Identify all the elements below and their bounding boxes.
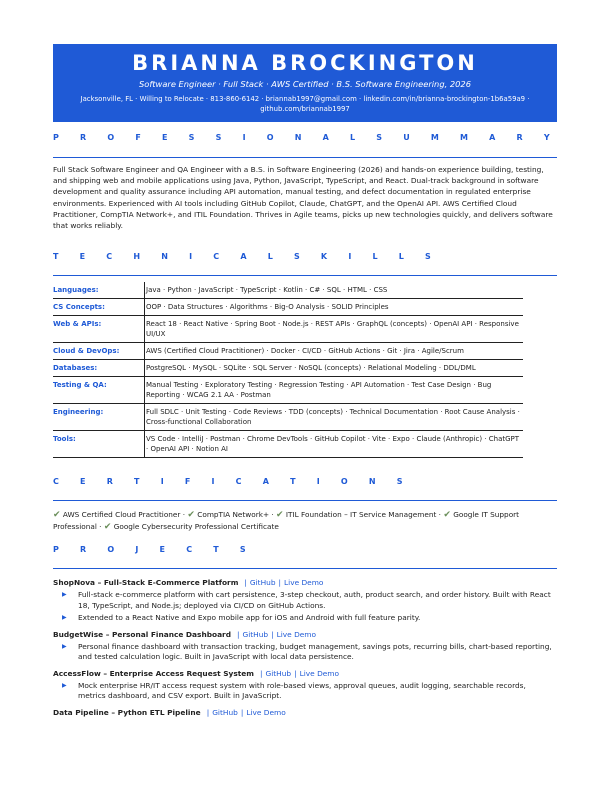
project-bullet [53, 613, 553, 624]
certification-item: AWS Certified Cloud Practitioner [60, 510, 181, 519]
skills-divider [53, 275, 557, 276]
certification-item: CompTIA Network+ [194, 510, 270, 519]
skill-row [53, 282, 523, 299]
github-link[interactable]: GitHub [265, 668, 292, 678]
bullet-text: Mock enterprise HR/IT access request system with role-based views, approval queues, audit logging, searchable records, metrics dashboard, and CSV export. Built in JavaScript. [78, 680, 526, 700]
skill-label: Testing & QA: [53, 381, 107, 389]
project-header [53, 577, 553, 588]
cert-separator: · [180, 510, 188, 519]
certs-section-title: C E R T I F I C A T I O N S [53, 477, 412, 486]
project-header [53, 629, 553, 640]
project-item [53, 629, 553, 663]
skills-table [53, 282, 523, 458]
skill-label: Web & APIs: [53, 320, 102, 328]
project-item [53, 577, 553, 624]
skill-value: Java · Python · JavaScript · TypeScript · Kotlin · C# · SQL · HTML · CSS [144, 282, 523, 298]
skills-section-title: T E C H N I C A L S K I L L S [53, 252, 441, 261]
skill-row [53, 404, 523, 431]
triangle-bullet-icon: ▶ [62, 681, 67, 689]
project-title: BudgetWise – Personal Finance Dashboard [53, 629, 231, 639]
cert-separator: · [96, 522, 104, 531]
skill-value: AWS (Certified Cloud Practitioner) · Docker · CI/CD · GitHub Actions · Git · Jira · Agile/Scrum [144, 343, 523, 359]
project-bullets [53, 681, 553, 702]
projects-list [53, 577, 553, 723]
skill-row [53, 360, 523, 377]
project-bullet [53, 681, 553, 702]
bullet-text: Extended to a React Native and Expo mobile app for iOS and Android with full feature parity. [78, 613, 421, 622]
triangle-bullet-icon: ▶ [62, 642, 67, 650]
github-link[interactable]: GitHub [249, 578, 276, 587]
triangle-bullet-icon: ▶ [62, 591, 67, 598]
contact-info [53, 94, 557, 114]
cert-separator: · [269, 510, 277, 519]
project-item [53, 707, 553, 718]
bullet-text: Full-stack e-commerce platform with cart persistence, 3-step checkout, auth, product search, and order history. Built with React 18, TypeScript, and Node.js; deployed via CI/CD on GitHub Actions. [78, 590, 551, 610]
project-header [53, 668, 553, 679]
resume-header [53, 44, 557, 122]
contact-line-2[interactable]: github.com/briannab1997 [260, 105, 350, 113]
project-item [53, 668, 553, 702]
cert-separator: · [436, 510, 444, 519]
project-title: AccessFlow – Enterprise Access Request System [53, 668, 254, 678]
checkmark-icon: ✔ [276, 510, 284, 520]
skill-value: Manual Testing · Exploratory Testing · Regression Testing · API Automation · Test Case Design · Bug Reporting · WCAG 2.1 AA · Postman [144, 377, 523, 403]
summary-text: Full Stack Software Engineer and QA Engineer with a B.S. in Software Engineering (2026) and hands-on experience building, testing, and shipping web and mobile applications using Java, Python, JavaScript, TypeScript, and React. Dual-track background in software development and quality assurance including API automation, manual testing, and defect documentation in regulated enterprise environments. Experienced with AI tools including GitHub Copilot, Claude, ChatGPT, and the OpenAI API. AWS Certified Cloud Practitioner, CompTIA Network+, and ITIL Foundation. Thrives in Agile teams, picks up new technologies quickly, and delivers software that works reliably. [53, 165, 553, 231]
live-demo-link[interactable]: Live Demo [276, 629, 317, 639]
live-demo-link[interactable]: Live Demo [299, 668, 340, 678]
skill-value: VS Code · IntelliJ · Postman · Chrome DevTools · GitHub Copilot · Vite · Expo · Claude (Anthropic) · ChatGPT · OpenAI API · Notion AI [144, 431, 523, 457]
contact-line-1[interactable]: Jacksonville, FL · Willing to Relocate · 813-860-6142 · briannab1997@gmail.com · linkedin.com/in/brianna-brockington-1b6a59a9 · [80, 95, 530, 103]
link-separator: | [244, 578, 247, 587]
candidate-name: BRIANNA BROCKINGTON [132, 51, 478, 75]
skill-row [53, 431, 523, 458]
checkmark-icon: ✔ [53, 510, 61, 520]
project-title: Data Pipeline – Python ETL Pipeline [53, 707, 201, 717]
skill-value: Full SDLC · Unit Testing · Code Reviews · TDD (concepts) · Technical Documentation · Root Cause Analysis · Cross-functional Collaboration [144, 404, 523, 430]
summary-section-title: P R O F E S S I O N A L S U M M A R Y [53, 133, 559, 142]
certs-divider [53, 500, 557, 501]
checkmark-icon: ✔ [443, 510, 451, 520]
certifications-list [53, 509, 553, 533]
link-separator: | [237, 629, 240, 639]
link-separator: | [271, 629, 274, 639]
github-link[interactable]: GitHub [212, 707, 238, 717]
projects-divider [53, 568, 557, 569]
certification-item: Google Cybersecurity Professional Certificate [111, 522, 279, 531]
project-title: ShopNova – Full-Stack E-Commerce Platform [53, 578, 239, 587]
certification-item: ITIL Foundation – IT Service Management [283, 510, 437, 519]
live-demo-link[interactable]: Live Demo [284, 578, 324, 587]
project-bullet [53, 590, 553, 611]
live-demo-link[interactable]: Live Demo [246, 707, 286, 717]
link-separator: | [294, 668, 297, 678]
certification-item: Google IT Support Professional [53, 510, 520, 531]
link-separator: | [206, 707, 210, 717]
skill-label: Tools: [53, 435, 76, 443]
skill-label: Languages: [53, 286, 99, 294]
skill-row [53, 377, 523, 404]
checkmark-icon: ✔ [103, 522, 112, 532]
skill-row [53, 299, 523, 316]
skill-row [53, 316, 523, 343]
projects-section-title: P R O J E C T S [53, 545, 255, 554]
candidate-tagline: Software Engineer · Full Stack · AWS Certified · B.S. Software Engineering, 2026 [139, 79, 471, 89]
link-separator: | [278, 578, 282, 587]
link-separator: | [240, 707, 244, 717]
bullet-text: Personal finance dashboard with transaction tracking, budget management, savings pots, recurring bills, chart-based reporting, and tested calculation logic. Built in JavaScript with local data persistence. [78, 641, 552, 661]
skill-label: CS Concepts: [53, 303, 105, 311]
project-bullet [53, 642, 553, 663]
skill-label: Engineering: [53, 408, 104, 416]
github-link[interactable]: GitHub [242, 629, 269, 639]
skill-value: OOP · Data Structures · Algorithms · Big-O Analysis · SOLID Principles [144, 299, 523, 315]
skill-label: Cloud & DevOps: [53, 347, 120, 355]
link-separator: | [260, 668, 263, 678]
skill-value: PostgreSQL · MySQL · SQLite · SQL Server · NoSQL (concepts) · Relational Modeling · DDL/DML [144, 360, 523, 376]
skill-value: React 18 · React Native · Spring Boot · Node.js · REST APIs · GraphQL (concepts) · OpenAI API · Responsive UI/UX [144, 316, 523, 342]
project-header [53, 707, 553, 718]
project-bullets [53, 642, 553, 663]
skill-label: Databases: [53, 364, 98, 372]
project-bullets [53, 590, 553, 624]
summary-divider [53, 157, 557, 158]
skill-row [53, 343, 523, 360]
checkmark-icon: ✔ [187, 510, 195, 520]
triangle-bullet-icon: ▶ [62, 614, 67, 621]
